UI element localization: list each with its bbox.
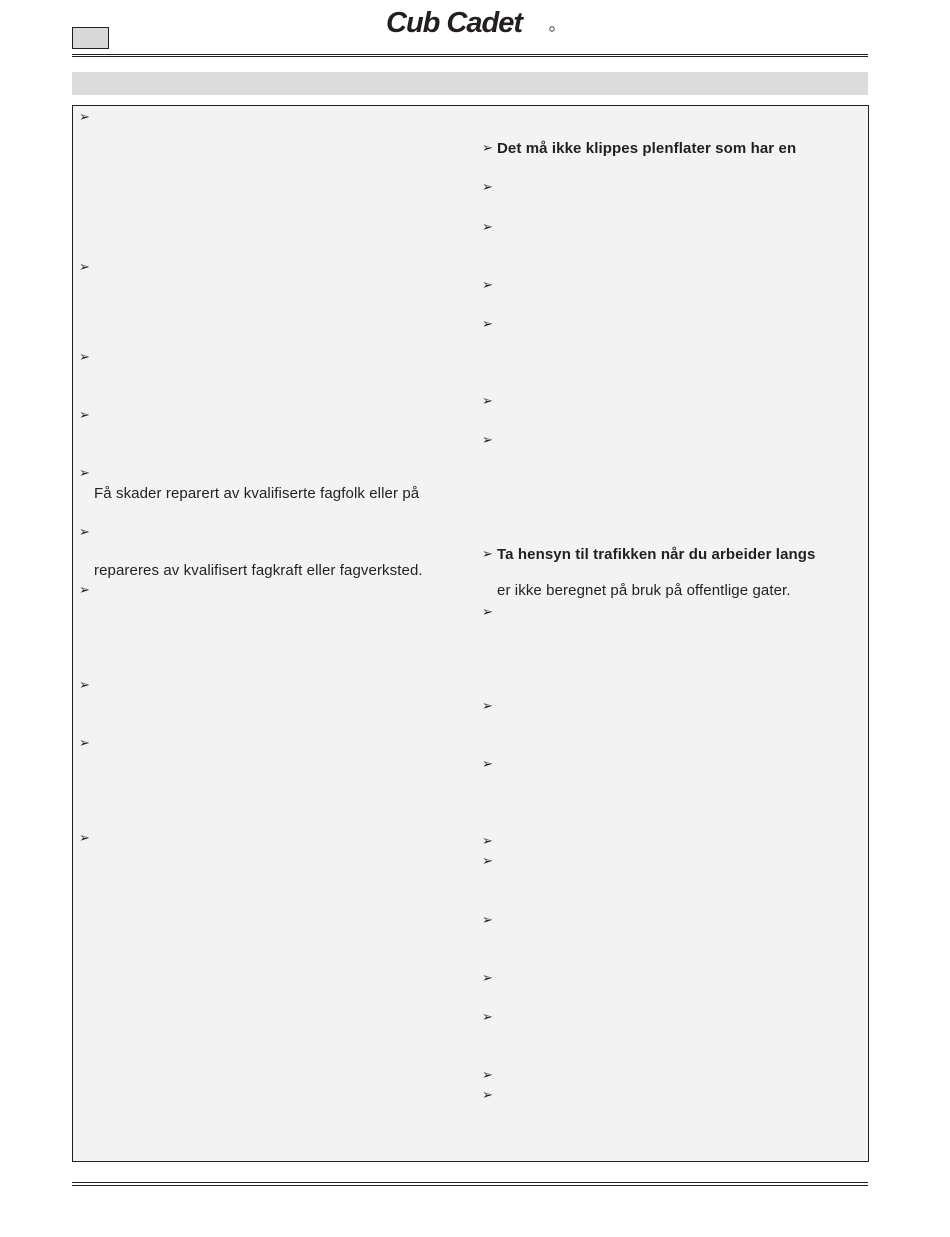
arrow-bullet-icon: ➢ [482,317,493,332]
arrow-bullet-icon: ➢ [79,525,90,540]
arrow-bullet-icon: ➢ [482,971,493,986]
left-item-6-text: repareres av kvalifisert fagkraft eller fagverksted. [94,562,423,579]
arrow-bullet-icon: ➢ [79,260,90,275]
arrow-bullet-icon: ➢ [482,699,493,714]
left-item-5-text: Få skader reparert av kvalifiserte fagfolk eller på [94,485,420,502]
arrow-bullet-icon: ➢ [482,757,493,772]
arrow-bullet-icon: ➢ [79,678,90,693]
arrow-bullet-icon: ➢ [482,278,493,293]
cub-cadet-logo [384,2,560,40]
arrow-bullet-icon: ➢ [482,834,493,849]
right-item-8-continuation: er ikke beregnet på bruk på offentlige gater. [497,582,791,599]
page-number-box [72,27,109,49]
arrow-bullet-icon: ➢ [482,433,493,448]
arrow-bullet-icon: ➢ [482,1068,493,1083]
arrow-bullet-icon: ➢ [482,1010,493,1025]
arrow-bullet-icon: ➢ [482,854,493,869]
arrow-bullet-icon: ➢ [482,913,493,928]
right-item-8-text: Ta hensyn til trafikken når du arbeider langs [497,546,816,563]
arrow-bullet-icon: ➢ [79,583,90,598]
top-divider [72,54,868,57]
arrow-bullet-icon: ➢ [482,180,493,195]
arrow-bullet-icon: ➢ [79,110,90,125]
arrow-bullet-icon: ➢ [79,831,90,846]
arrow-bullet-icon: ➢ [482,141,493,156]
right-item-1-text: Det må ikke klippes plenflater som har en [497,140,797,157]
arrow-bullet-icon: ➢ [482,547,493,562]
arrow-bullet-icon: ➢ [79,466,90,481]
bottom-divider [72,1182,868,1186]
arrow-bullet-icon: ➢ [482,1088,493,1103]
arrow-bullet-icon: ➢ [79,350,90,365]
arrow-bullet-icon: ➢ [482,394,493,409]
arrow-bullet-icon: ➢ [79,736,90,751]
section-header-bar [72,72,868,95]
safety-instructions-panel [72,105,869,1162]
arrow-bullet-icon: ➢ [482,605,493,620]
arrow-bullet-icon: ➢ [482,220,493,235]
arrow-bullet-icon: ➢ [79,408,90,423]
svg-text:Cub Cadet: Cub Cadet [386,7,522,39]
